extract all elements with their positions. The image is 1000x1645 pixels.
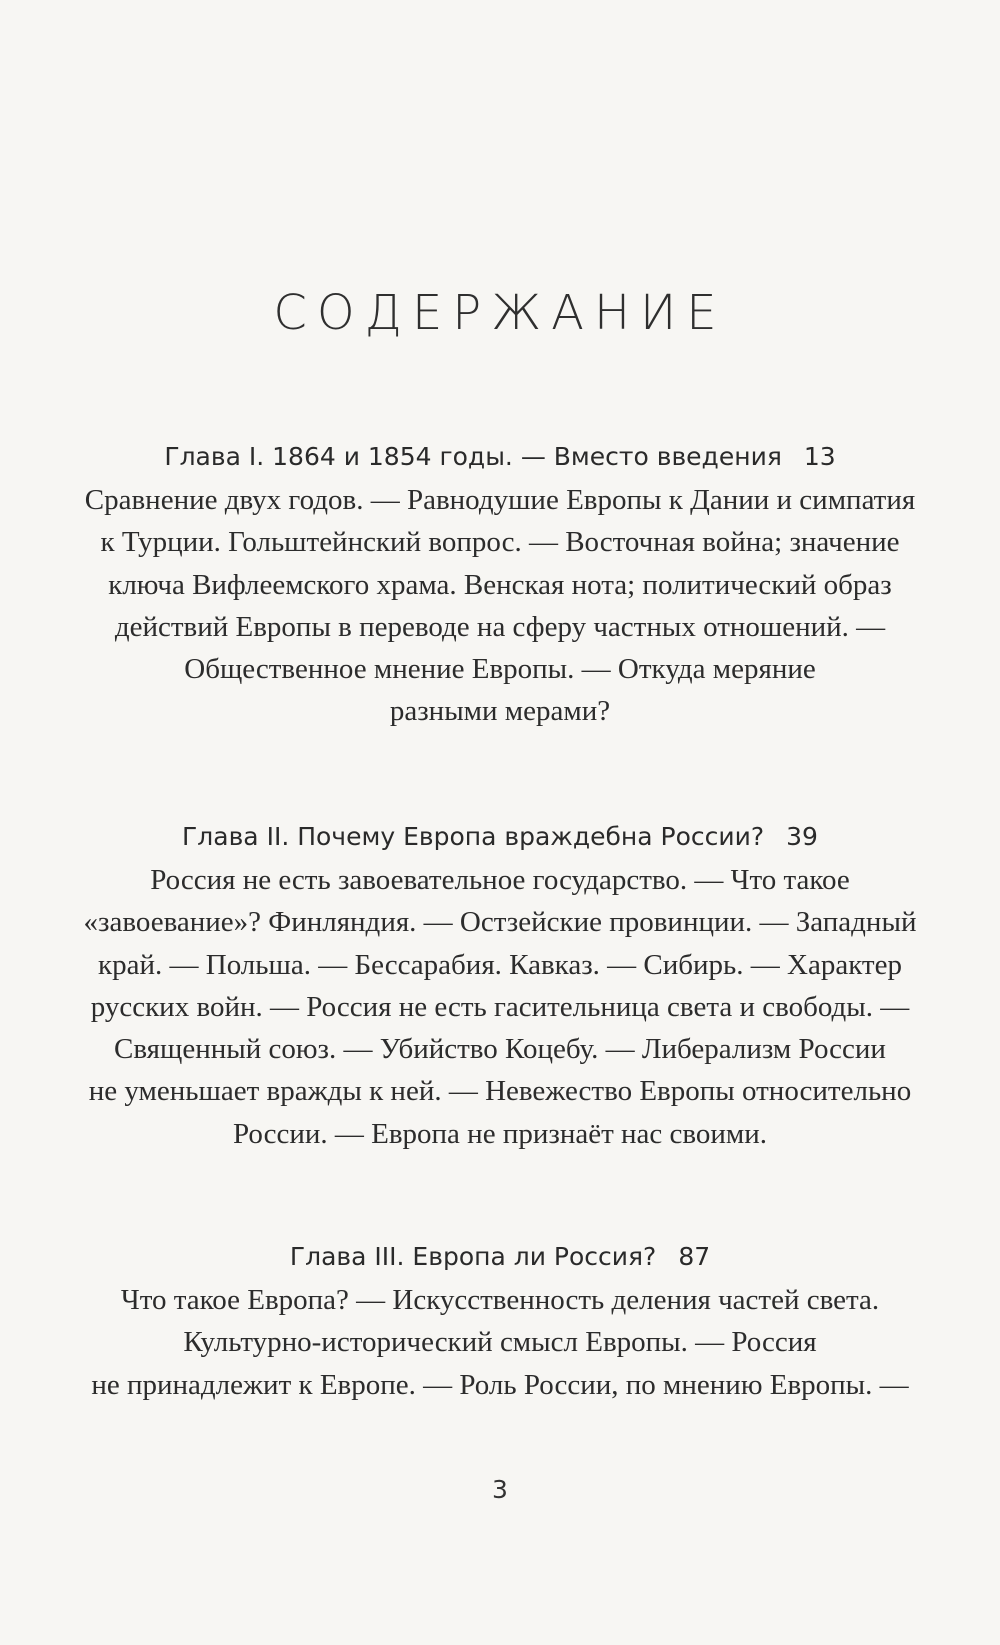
description-line: «завоевание»? Финляндия. — Остзейские провинции. — Западный xyxy=(83,906,917,939)
description-line: разными мерами? xyxy=(389,695,611,728)
description-line: действий Европы в переводе на сферу частных отношений. — xyxy=(114,610,886,643)
chapter-heading xyxy=(60,815,940,859)
description-line: Культурно-исторический смысл Европы. — Россия xyxy=(183,1326,817,1359)
chapter-entry-1 xyxy=(60,435,940,733)
page-title: СОДЕРЖАНИЕ xyxy=(273,285,727,341)
description-line: Священный союз. — Убийство Коцебу. — Либерализм России xyxy=(114,1033,886,1066)
description-line: не принадлежит к Европе. — Роль России, по мнению Европы. — xyxy=(91,1368,909,1401)
chapter-description xyxy=(60,479,940,733)
description-line: России. — Европа не признаёт нас своими. xyxy=(232,1117,768,1150)
description-line: Общественное мнение Европы. — Откуда меряние xyxy=(184,653,816,686)
chapter-heading xyxy=(60,1235,940,1279)
description-line: Что такое Европа? — Искусственность деления частей света. xyxy=(120,1284,880,1316)
page-number: 3 xyxy=(492,1475,508,1504)
chapter-heading xyxy=(60,435,940,479)
chapter-description xyxy=(60,859,940,1155)
description-line: русских войн. — Россия не есть гасительница света и свободы. — xyxy=(90,990,910,1023)
chapter-page-number: 13 xyxy=(803,442,836,471)
chapter-description xyxy=(60,1279,940,1406)
description-line: ключа Вифлеемского храма. Венская нота; политический образ xyxy=(108,568,892,601)
description-line: не уменьшает вражды к ней. — Невежество Европы относительно xyxy=(88,1075,912,1108)
chapter-title: Глава II. Почему Европа враждебна России? xyxy=(182,822,765,851)
chapter-entry-2 xyxy=(60,815,940,1155)
chapter-title: Глава III. Европа ли Россия? xyxy=(289,1242,657,1271)
chapter-page-number: 87 xyxy=(678,1242,711,1271)
chapter-page-number: 39 xyxy=(786,822,818,851)
description-line: Россия не есть завоевательное государство. — Что такое xyxy=(150,864,850,896)
description-line: к Турции. Гольштейнский вопрос. — Восточная война; значение xyxy=(100,526,900,559)
chapter-title: Глава I. 1864 и 1854 годы. — Вместо введения xyxy=(164,442,782,471)
description-line: край. — Польша. — Бессарабия. Кавказ. — Сибирь. — Характер xyxy=(98,948,902,981)
chapter-entry-3 xyxy=(60,1235,940,1406)
description-line: Сравнение двух годов. — Равнодушие Европы к Дании и симпатия xyxy=(84,484,916,516)
